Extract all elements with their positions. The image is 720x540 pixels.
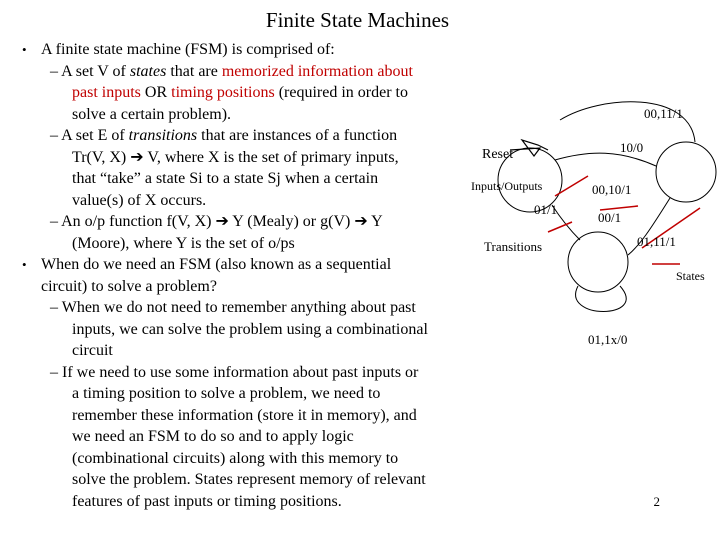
edge-left-right (555, 153, 656, 166)
body-line-segment: (required in order to (274, 84, 408, 101)
slide-title: Finite State Machines (265, 8, 450, 32)
label-edge-00-1: 00/1 (598, 210, 622, 225)
bullet-marker: • (22, 42, 27, 57)
body-line-segment: past inputs (72, 84, 141, 101)
body-line-text: An o/p function f(V, X) ➔ Y (Mealy) or g(V) ➔ Y (61, 213, 383, 230)
label-inputs-outputs: Inputs/Outputs (471, 179, 543, 193)
body-line-text: that “take” a state Si to a state Sj when a certain (72, 170, 379, 187)
label-edge-10-0: 10/0 (620, 140, 644, 155)
body-line-text: Tr(V, X) ➔ V, where X is the set of primary inputs, (72, 148, 399, 166)
body-line-text: solve a certain problem). (72, 105, 232, 123)
body-line-segment: states (129, 62, 167, 80)
body-line-text: value(s) of X occurs. (72, 191, 207, 209)
body-line-segment: timing positions (171, 84, 275, 101)
label-edge-01-11-1: 01,11/1 (637, 234, 676, 249)
label-self-loop-bottom: 01,1x/0 (588, 332, 628, 347)
body-line-segment: A set V of (61, 62, 130, 80)
body-line-text: solve the problem. States represent memory of relevant (72, 471, 426, 488)
label-self-loop-top: 00,11/1 (644, 106, 683, 121)
dash-marker: – (50, 213, 62, 230)
body-line-segment: A set E of (61, 127, 129, 144)
body-line-text: circuit (72, 342, 113, 359)
body-line-text: circuit) to solve a problem? (41, 277, 217, 295)
bullet-marker: • (22, 257, 27, 272)
dash-marker: – (50, 299, 62, 316)
state-circle-right (656, 142, 716, 202)
dash-marker: – (50, 363, 62, 381)
label-edge-00-10-1: 00,10/1 (592, 182, 632, 197)
body-line-text: we need an FSM to do so and to apply logic (72, 428, 354, 445)
label-states: States (676, 269, 705, 283)
body-line-text: remember these information (store it in memory), and (72, 406, 417, 424)
label-transitions: Transitions (484, 239, 543, 254)
body-line-text: If we need to use some information about past inputs or (62, 363, 419, 381)
pointer-inputs-outputs (555, 176, 588, 196)
state-circle-bottom (568, 232, 628, 292)
body-line-text: (Moore), where Y is the set of o/ps (72, 234, 295, 252)
body-line-segment: that are (166, 62, 222, 80)
body-line-segment: that are instances of a function (197, 127, 398, 144)
body-line-text: (combinational circuits) along with this memory to (72, 449, 399, 467)
body-line-segment: transitions (128, 127, 198, 144)
label-reset: Reset (482, 147, 514, 162)
body-line-text: features of past inputs or timing positions. (72, 492, 342, 510)
dash-marker: – (50, 62, 62, 80)
body-line-text: When we do not need to remember anything about past (61, 299, 416, 316)
self-loop-bottom-edge (576, 286, 627, 312)
body-line-segment: memorized information about (221, 62, 413, 80)
body-line-text: a timing position to solve a problem, we need to (72, 385, 381, 402)
body-line-segment: OR (140, 84, 172, 101)
body-line-text: A finite state machine (FSM) is comprised of: (41, 41, 335, 58)
body-line-text: When do we need an FSM (also known as a sequential (41, 256, 392, 273)
label-edge-01-1: 01/1 (534, 202, 558, 217)
dash-marker: – (50, 127, 62, 144)
body-line-text: inputs, we can solve the problem using a combinational (72, 320, 428, 338)
page-number: 2 (653, 494, 660, 509)
